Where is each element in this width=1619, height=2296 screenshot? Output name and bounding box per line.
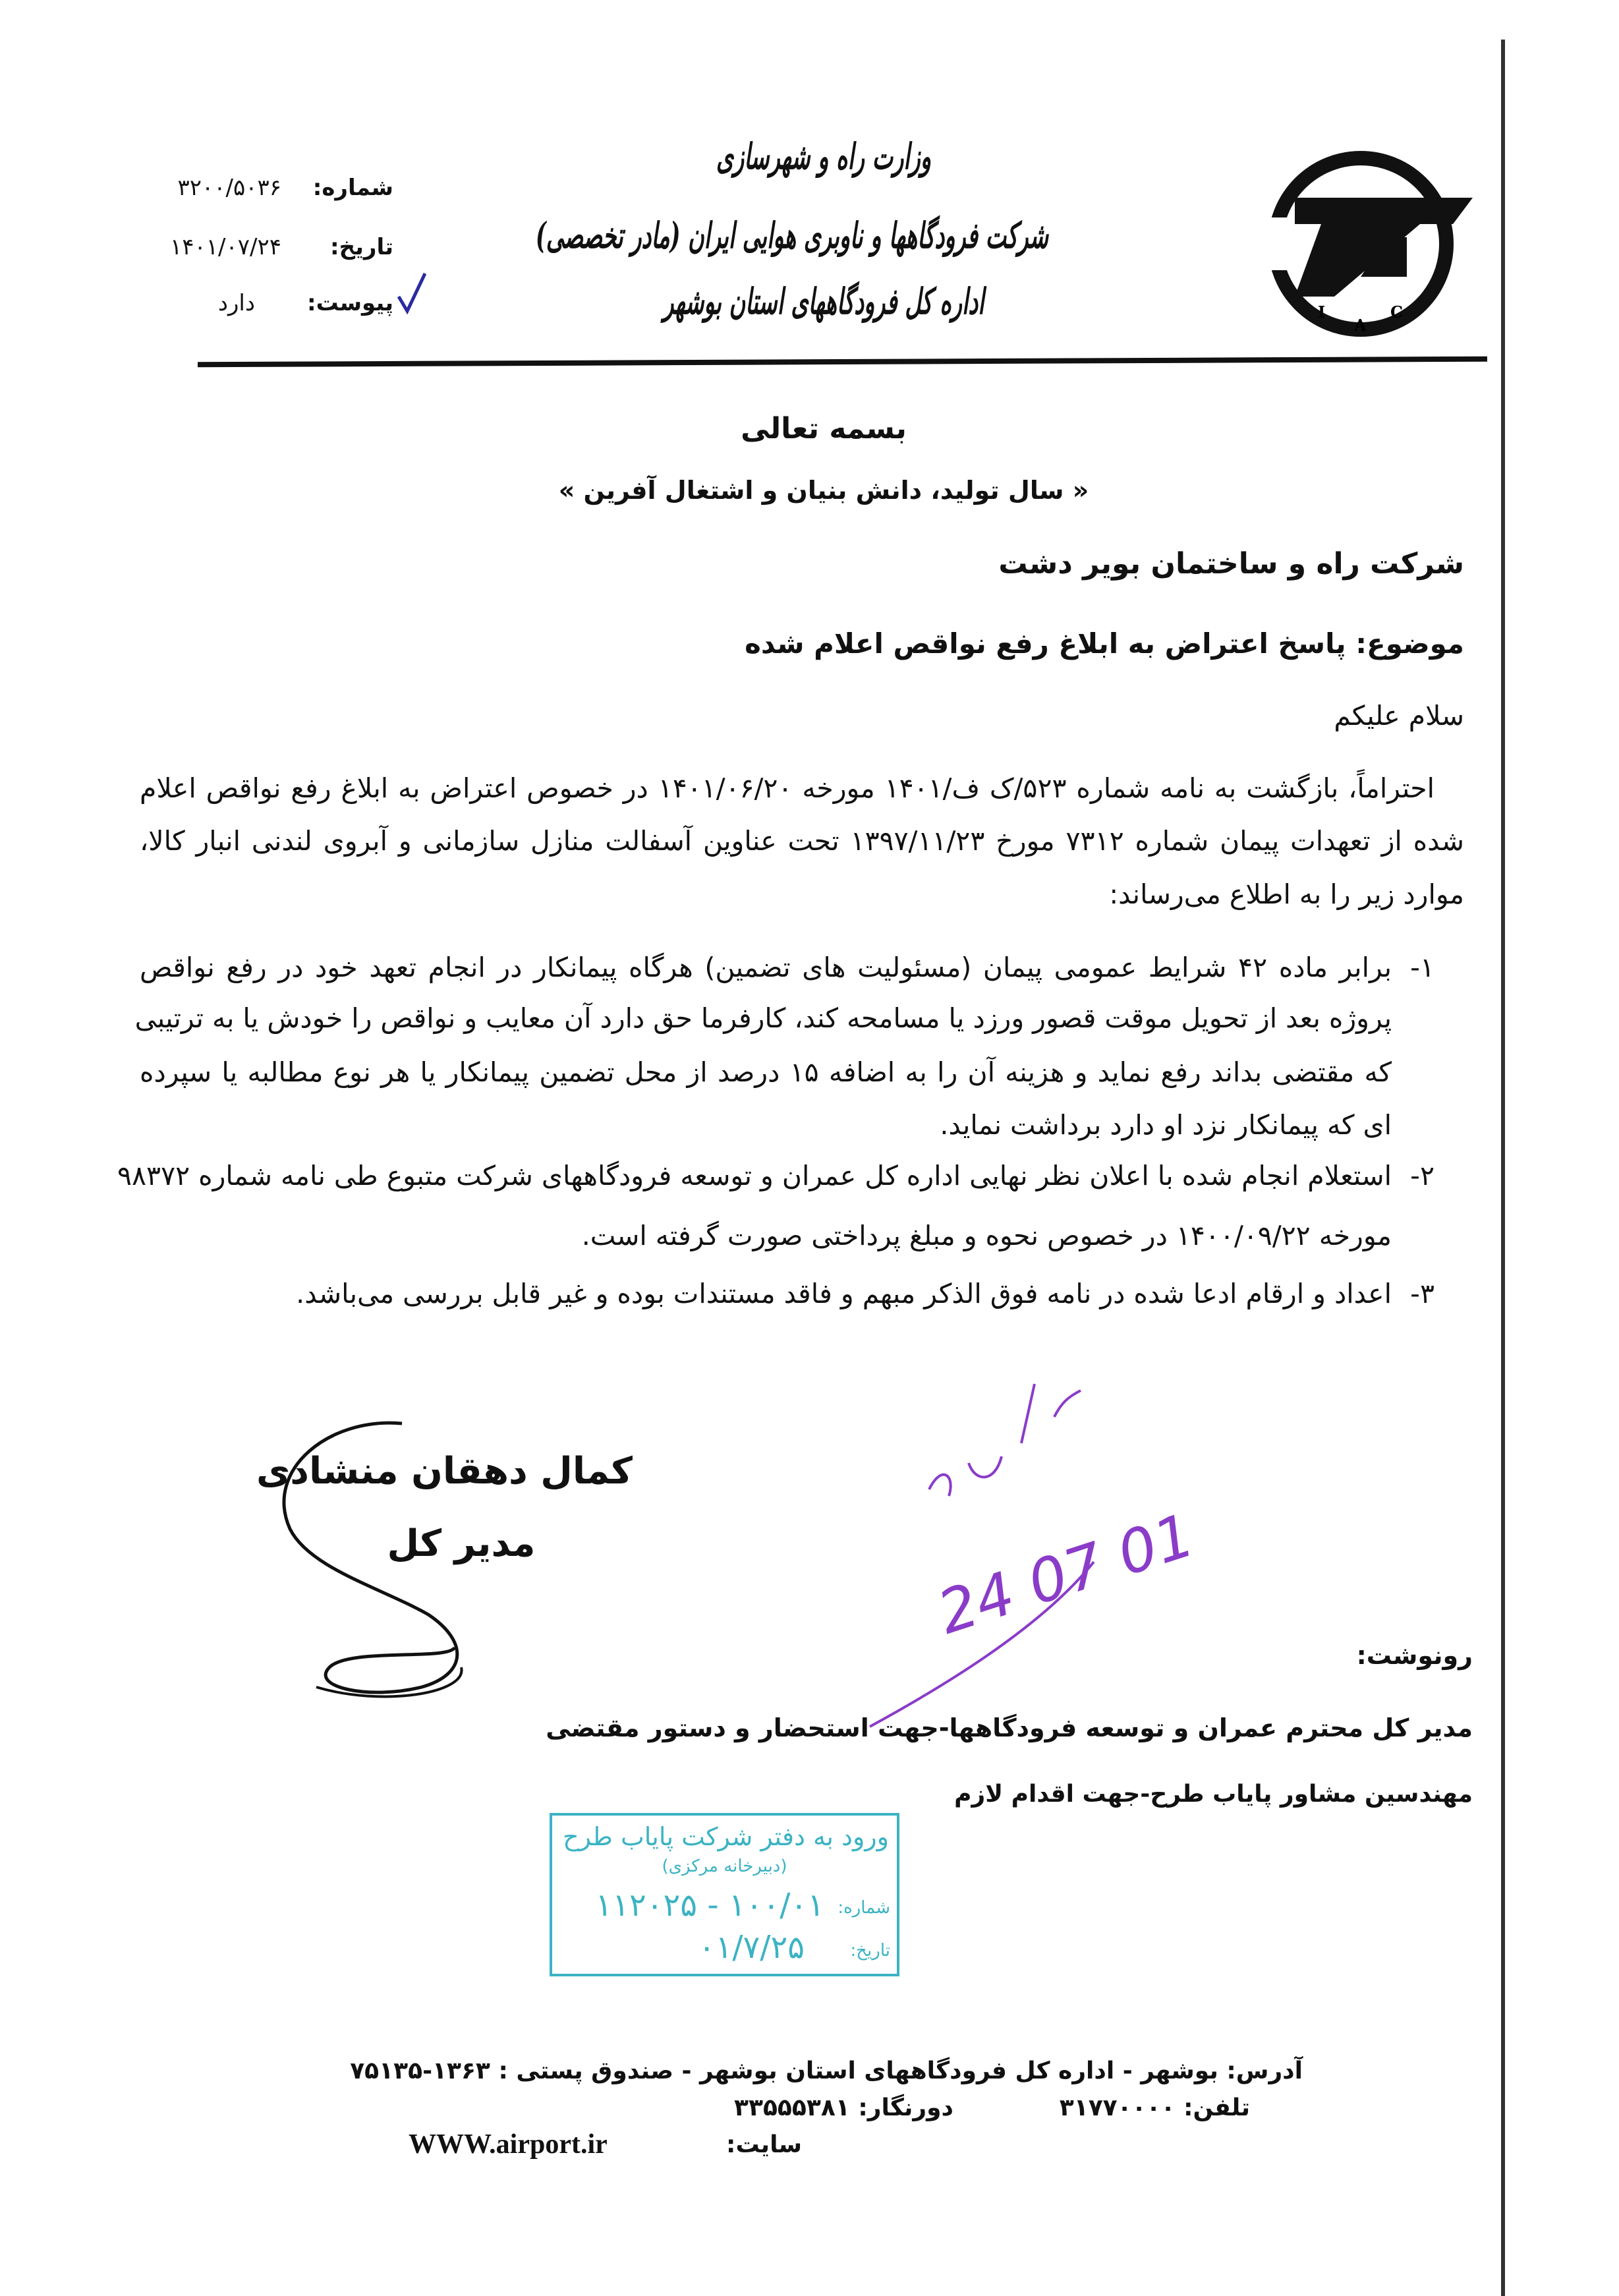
item-line: که مقتضی بداند رفع نماید و هزینه آن را به اضافه ۱۵ درصد از محل تضمین پیمانکار یا هر نوع مطالبه یا سپرده bbox=[140, 1056, 1392, 1088]
cc-label: رونوشت: bbox=[1356, 1641, 1473, 1670]
footer-site-link[interactable]: WWW.airport.ir bbox=[409, 2129, 608, 2160]
item-number: ۲- bbox=[1410, 1160, 1434, 1191]
slogan: « سال تولید، دانش بنیان و اشتغال آفرین » bbox=[558, 476, 1089, 505]
footer-address: آدرس: بوشهر - اداره کل فرودگاههای استان بوشهر - صندوق پستی : ۱۳۶۳-۷۵۱۳۵ bbox=[350, 2057, 1303, 2084]
handwritten-annotation bbox=[843, 1344, 1212, 1742]
item-number: ۳- bbox=[1410, 1278, 1434, 1309]
number-label: شماره: bbox=[312, 175, 393, 201]
footer-site-label: سایت: bbox=[726, 2131, 802, 2158]
handwritten-note: 24 07 01 bbox=[930, 1500, 1203, 1648]
company-logo bbox=[1255, 145, 1479, 343]
received-stamp bbox=[550, 1813, 899, 1976]
item-line: استعلام انجام شده با اعلان نظر نهایی اداره کل عمران و توسعه فرودگاههای شرکت متبوع طی نامه شماره ۹۸۳۷۲ bbox=[117, 1160, 1392, 1191]
ministry-title: وزارت راه و شهرسازی bbox=[716, 135, 932, 177]
stamp-subtitle: (دبیرخانه مرکزی) bbox=[662, 1856, 787, 1876]
item-line: اعداد و ارقام ادعا شده در نامه فوق الذکر مبهم و فاقد مستندات بوده و غیر قابل بررسی می‌باشد. bbox=[296, 1278, 1392, 1309]
intro-line: احتراماً، بازگشت به نامه شماره ۵۲۳/ک ف/۱۴۰۱ مورخه ۱۴۰۱/۰۶/۲۰ در خصوص اعتراض به ابلاغ رفع نواقص اعلام bbox=[140, 772, 1434, 804]
signatory-name: کمال دهقان منشادی bbox=[256, 1450, 633, 1493]
stamp-number-value: ۱۰۰/۰۱ - ۱۱۲۰۲۵ bbox=[595, 1887, 824, 1924]
date-label: تاریخ: bbox=[330, 234, 393, 260]
item-number: ۱- bbox=[1410, 952, 1434, 983]
number-value: ۳۲۰۰/۵۰۳۶ bbox=[177, 175, 281, 201]
item-line: برابر ماده ۴۲ شرایط عمومی پیمان (مسئولیت های تضمین) هرگاه پیمانکار در انجام تعهد خود در رفع نواقص bbox=[140, 952, 1392, 983]
greeting: سلام علیکم bbox=[1334, 700, 1464, 732]
stamp-number-label: شماره: bbox=[838, 1898, 890, 1918]
cc-item: مهندسین مشاور پایاب طرح-جهت اقدام لازم bbox=[954, 1781, 1473, 1808]
item-line: ای که پیمانکار نزد او دارد برداشت نماید. bbox=[940, 1109, 1392, 1141]
attachment-label: پیوست: bbox=[307, 290, 393, 316]
header-divider bbox=[198, 357, 1487, 368]
scan-border bbox=[1501, 40, 1505, 2296]
signatory-title: مدیر کل bbox=[387, 1522, 536, 1565]
svg-text:C: C bbox=[1390, 302, 1404, 322]
check-mark-icon bbox=[395, 270, 428, 319]
svg-text:I: I bbox=[1318, 302, 1326, 322]
stamp-date-value: ۰۱/۷/۲۵ bbox=[698, 1929, 805, 1966]
office-title: اداره کل فرودگاههای استان بوشهر bbox=[663, 280, 984, 322]
stamp-date-label: تاریخ: bbox=[850, 1941, 890, 1961]
invocation: بسمه تعالی bbox=[741, 412, 907, 445]
footer-fax: دورنگار: ۳۳۵۵۵۳۸۱ bbox=[734, 2094, 953, 2121]
svg-text:A: A bbox=[1354, 316, 1367, 335]
company-title: شرکت فرودگاهها و ناوبری هوایی ایران (مادر تخصصی) bbox=[535, 214, 1048, 256]
attachment-value: دارد bbox=[217, 290, 255, 316]
date-value: ۱۴۰۱/۰۷/۲۴ bbox=[169, 234, 281, 260]
cc-item: مدیر کل محترم عمران و توسعه فرودگاهها-جهت استحضار و دستور مقتضی bbox=[546, 1713, 1473, 1742]
intro-line: شده از تعهدات پیمان شماره ۷۳۱۲ مورخ ۱۳۹۷/۱۱/۲۳ تحت عناوین آسفالت منازل سازمانی و آبروی لندنی انبار کالا، bbox=[140, 825, 1464, 857]
item-line: مورخه ۱۴۰۰/۰۹/۲۲ در خصوص نحوه و مبلغ پرداختی صورت گرفته است. bbox=[581, 1220, 1392, 1251]
subject: موضوع: پاسخ اعتراض به ابلاغ رفع نواقص اعلام شده bbox=[745, 627, 1464, 660]
recipient: شرکت راه و ساختمان بویر دشت bbox=[998, 547, 1464, 581]
intro-line: موارد زیر را به اطلاع می‌رساند: bbox=[1109, 878, 1464, 910]
stamp-title: ورود به دفتر شرکت پایاب طرح bbox=[563, 1822, 889, 1851]
item-line: پروژه بعد از تحویل موقت قصور ورزد یا مسامحه کند، کارفرما حق دارد آن معایب و نواقص را خودش یا به ترتیبی bbox=[134, 1002, 1392, 1034]
footer-phone: تلفن: ۳۱۷۷۰۰۰۰ bbox=[1059, 2094, 1250, 2121]
